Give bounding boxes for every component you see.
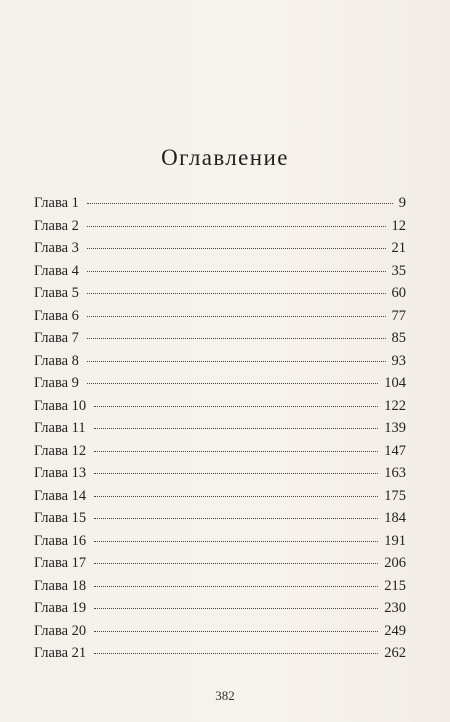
toc-entry-label: Глава 6 <box>34 307 79 324</box>
toc-entry-label: Глава 14 <box>34 487 87 504</box>
dot-leader <box>87 316 386 317</box>
dot-leader <box>87 383 378 384</box>
toc-entry-page: 122 <box>384 397 406 414</box>
toc-entry-label: Глава 5 <box>34 285 79 301</box>
toc-entry <box>34 465 406 488</box>
toc-entry-page: 215 <box>384 577 406 594</box>
toc-entry <box>34 263 406 286</box>
dot-leader <box>87 203 393 204</box>
toc-entry-label: Глава 19 <box>34 600 87 616</box>
toc-entry-label: Глава 4 <box>34 262 79 279</box>
toc-entry <box>34 578 406 601</box>
toc-entry <box>34 488 406 511</box>
toc-entry <box>34 218 406 241</box>
toc-entry <box>34 645 406 668</box>
toc-entry-label: Глава 10 <box>34 397 87 414</box>
toc-entry-page: 35 <box>391 262 406 279</box>
toc-entry-page: 175 <box>384 487 406 504</box>
dot-leader <box>94 428 379 429</box>
toc-entry-page: 262 <box>384 645 406 661</box>
toc-entry-page: 139 <box>384 420 406 436</box>
toc-entry-page: 230 <box>384 600 406 616</box>
toc-entry-label: Глава 7 <box>34 330 79 346</box>
toc-entry <box>34 533 406 556</box>
toc-entry-label: Глава 11 <box>34 420 86 436</box>
toc-entry-label: Глава 16 <box>34 532 87 549</box>
toc-entry <box>34 623 406 646</box>
toc-entry-page: 147 <box>384 442 406 459</box>
toc-entry-page: 191 <box>384 532 406 549</box>
table-of-contents <box>34 195 406 668</box>
toc-entry <box>34 195 406 218</box>
toc-entry-label: Глава 20 <box>34 622 87 639</box>
toc-entry-page: 85 <box>391 330 406 346</box>
toc-entry-page: 77 <box>391 307 406 324</box>
toc-entry-label: Глава 21 <box>34 645 87 661</box>
toc-entry <box>34 443 406 466</box>
dot-leader <box>94 518 378 519</box>
toc-entry-page: 93 <box>391 352 406 369</box>
toc-entry <box>34 420 406 443</box>
toc-entry <box>34 398 406 421</box>
toc-entry <box>34 555 406 578</box>
toc-entry-label: Глава 9 <box>34 375 79 391</box>
dot-leader <box>94 496 378 497</box>
dot-leader <box>94 563 378 564</box>
dot-leader <box>87 338 386 339</box>
toc-entry <box>34 510 406 533</box>
toc-entry-page: 12 <box>391 217 406 234</box>
toc-entry-label: Глава 1 <box>34 195 79 211</box>
toc-entry-label: Глава 13 <box>34 465 87 481</box>
toc-entry-label: Глава 2 <box>34 217 79 234</box>
toc-entry <box>34 330 406 353</box>
toc-entry <box>34 308 406 331</box>
dot-leader <box>94 586 378 587</box>
toc-entry-label: Глава 17 <box>34 555 87 571</box>
toc-entry-page: 60 <box>391 285 406 301</box>
toc-entry-page: 184 <box>384 510 406 526</box>
toc-entry-label: Глава 8 <box>34 352 79 369</box>
toc-entry <box>34 600 406 623</box>
dot-leader <box>94 451 378 452</box>
dot-leader <box>94 608 378 609</box>
dot-leader <box>94 473 378 474</box>
toc-title: Оглавление <box>161 145 289 170</box>
toc-entry-label: Глава 15 <box>34 510 87 526</box>
toc-entry-label: Глава 3 <box>34 240 79 256</box>
dot-leader <box>87 361 386 362</box>
toc-entry-page: 163 <box>384 465 406 481</box>
dot-leader <box>87 271 386 272</box>
dot-leader <box>94 631 378 632</box>
toc-entry-page: 21 <box>391 240 406 256</box>
dot-leader <box>94 653 378 654</box>
toc-entry <box>34 375 406 398</box>
toc-entry-label: Глава 12 <box>34 442 87 459</box>
toc-entry-page: 9 <box>398 195 406 211</box>
toc-entry-label: Глава 18 <box>34 577 87 594</box>
toc-entry <box>34 285 406 308</box>
toc-entry-page: 206 <box>384 555 406 571</box>
dot-leader <box>94 406 378 407</box>
dot-leader <box>94 541 378 542</box>
page-number: 382 <box>215 688 235 703</box>
toc-entry <box>34 240 406 263</box>
toc-entry <box>34 353 406 376</box>
dot-leader <box>87 293 386 294</box>
toc-entry-page: 104 <box>384 375 406 391</box>
toc-entry-page: 249 <box>384 622 406 639</box>
dot-leader <box>87 226 386 227</box>
dot-leader <box>87 248 386 249</box>
